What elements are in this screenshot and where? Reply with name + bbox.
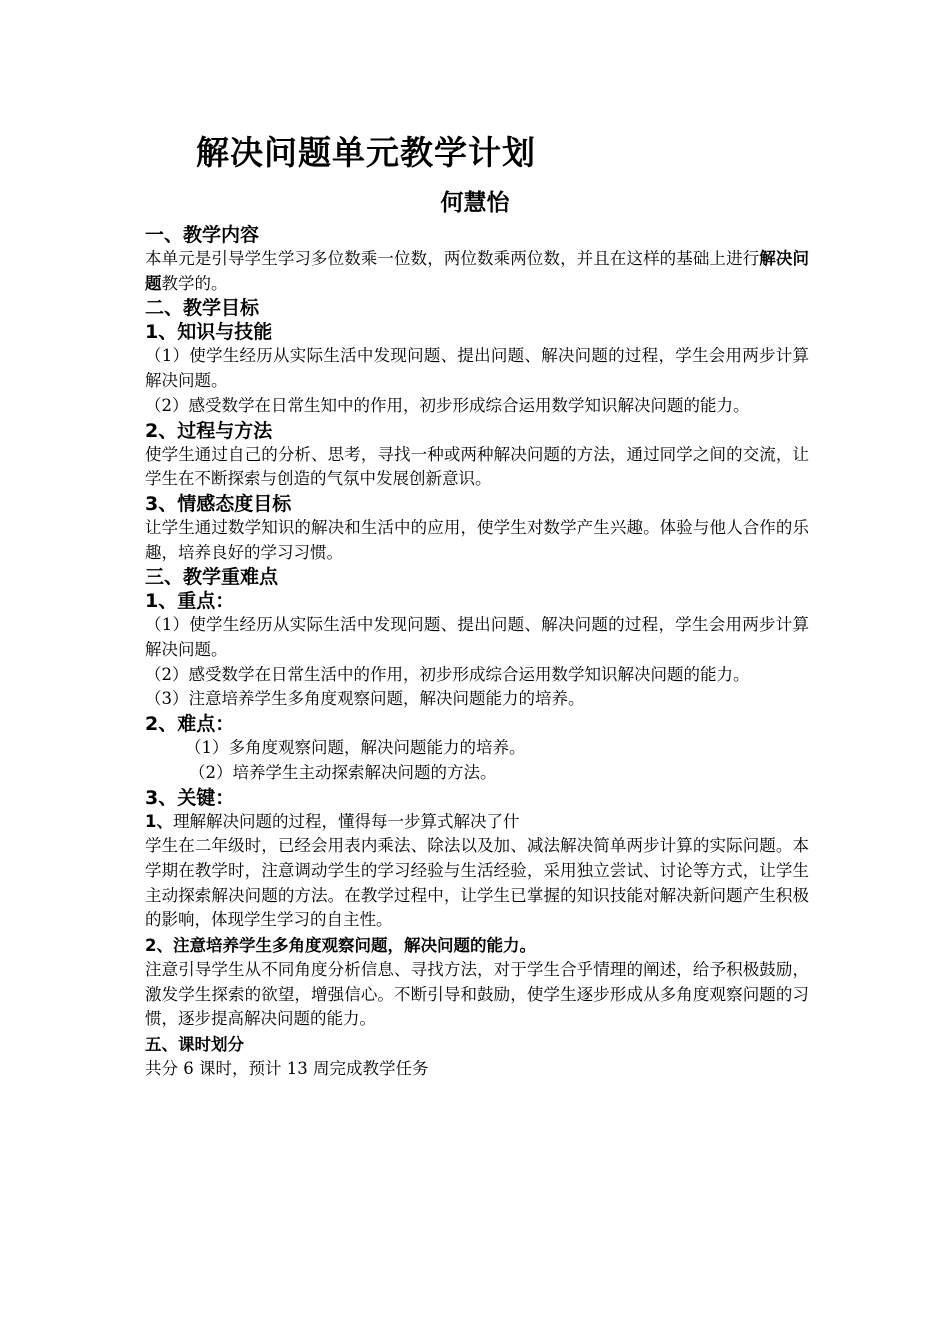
content-text-part2: 教学的。: [161, 273, 228, 293]
section-heading-schedule: 五、课时划分: [145, 1035, 244, 1055]
section-heading-key-difficult: 三、教学重难点: [145, 566, 279, 589]
crux-item-1-detail: 学生在二年级时，已经会用表内乘法、除法以及加、减法解决简单两步计算的实际问题。本学期在教学时，注意调动学生的学习经验与生活经验，采用独立尝试、讨论等方式，让学生主动探索解决问题的方法。在教学过程中，让学生已掌握的知识技能对解决新问题产生积极的影响，体现学生学习的自主性。: [145, 836, 809, 930]
difficult-point-1: （1）多角度观察问题，解决问题能力的培养。: [185, 738, 526, 758]
subheading-knowledge-skills: 1、知识与技能: [145, 321, 273, 344]
difficult-point-2: （2）培养学生主动探索解决问题的方法。: [189, 762, 497, 782]
document-author: [0, 184, 950, 217]
emotion-attitude-text: 让学生通过数学知识的解决和生活中的应用，使学生对数学产生兴趣。体验与他人合作的乐趣，培养良好的学习习惯。: [145, 517, 809, 562]
subheading-difficult-points: 2、难点：: [145, 713, 235, 736]
subheading-process-methods: 2、过程与方法: [145, 419, 273, 442]
document-title: 解决问题单元教学计划: [196, 133, 536, 172]
key-point-3: （3）注意培养学生多角度观察问题，解决问题能力的培养。: [145, 689, 585, 709]
key-point-2: （2）感受数学在日常生活中的作用，初步形成综合运用数学知识解决问题的能力。: [145, 664, 750, 684]
knowledge-item-1: （1）使学生经历从实际生活中发现问题、提出问题、解决问题的过程，学生会用两步计算解决问题。: [145, 346, 809, 391]
section-heading-goals: 二、教学目标: [145, 297, 260, 320]
crux-item-1: [145, 810, 809, 835]
content-text-part1: 本单元是引导学生学习多位数乘一位数，两位数乘两位数，并且在这样的基础上进行: [145, 249, 760, 268]
subheading-crux: 3、关键：: [145, 786, 235, 809]
process-methods-text: 使学生通过自己的分析、思考，寻找一种或两种解决问题的方法，通过同学之间的交流，让学生在不断探索与创造的气氛中发展创新意识。: [145, 444, 809, 489]
key-point-1: （1）使学生经历从实际生活中发现问题、提出问题、解决问题的过程，学生会用两步计算解决问题。: [145, 615, 809, 660]
author-name: 何慧怡: [440, 190, 510, 216]
crux-item-2-heading: 2、注意培养学生多角度观察问题，解决问题的能力。: [145, 936, 536, 956]
section-content-paragraph: [145, 247, 809, 296]
document-body: [145, 223, 809, 1082]
subheading-emotion-attitude: 3、情感态度目标: [145, 492, 292, 515]
section-heading-content: 一、教学内容: [145, 224, 260, 246]
crux-item-1-text: 理解解决问题的过程，懂得每一步算式解决了什: [172, 811, 520, 831]
crux-item-2-detail: 注意引导学生从不同角度分析信息、寻找方法，对于学生合乎情理的阐述，给予积极鼓励，激发学生探索的欲望，增强信心。不断引导和鼓励，使学生逐步形成从多角度观察问题的习惯，逐步提高解决问题的能力。: [145, 960, 809, 1029]
crux-item-1-number: 1、: [145, 811, 173, 831]
subheading-key-points: 1、重点：: [145, 590, 235, 613]
schedule-text: 共分 6 课时，预计 13 周完成教学任务: [145, 1059, 429, 1079]
knowledge-item-2: （2）感受数学在日常生知中的作用，初步形成综合运用数学知识解决问题的能力。: [145, 395, 750, 415]
content-bold-term: 解决问题: [145, 249, 810, 293]
